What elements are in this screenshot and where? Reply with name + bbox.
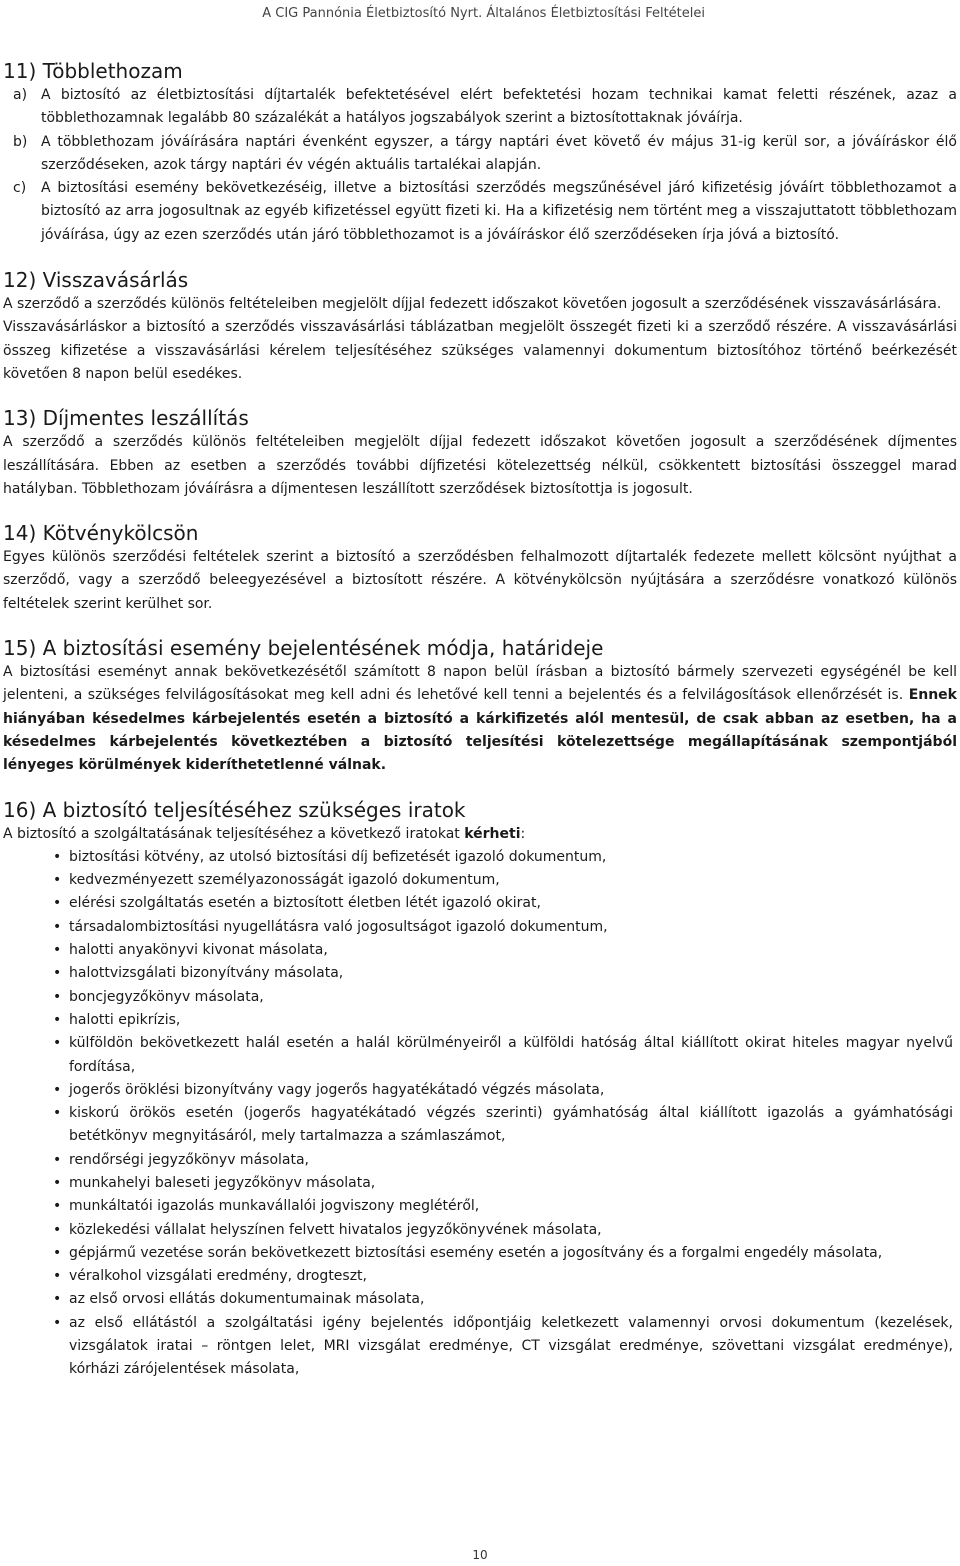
list-item-text: kedvezményezett személyazonosságát igazoló dokumentum, — [69, 872, 500, 889]
page-number: 10 — [472, 1548, 488, 1562]
list-item — [3, 846, 957, 869]
bold-warning: Ennek hiányában késedelmes kárbejelentés esetén a biztosító a kárkifizetés alól mentesül, de csak abban az esetben, ha a késedelmes kárbejelentés következtében a biztosító teljesítési kötelezettsége megállapításának szempontjából lényeges körülmények kideríthetetlenné válnak. — [3, 687, 957, 774]
bullet-icon: • — [53, 965, 62, 982]
running-header: A CIG Pannónia Életbiztosító Nyrt. Általános Életbiztosítási Feltételei — [262, 6, 705, 21]
intro-end: : — [520, 825, 526, 842]
list-item — [3, 939, 957, 962]
section-11 — [3, 58, 957, 247]
bullet-icon: • — [53, 1081, 62, 1098]
bullet-icon: • — [53, 1011, 62, 1028]
section-12-title: 12) Visszavásárlás — [3, 268, 189, 293]
section-14 — [3, 520, 957, 616]
item-letter: b) — [13, 133, 28, 150]
bullet-icon: • — [53, 942, 62, 959]
list-item — [3, 869, 957, 892]
paragraph: Egyes különös szerződési feltételek szerint a biztosító a szerződésben felhalmozott díjtartalék fedezete mellett kölcsönt nyújthat a szerződő, vagy a szerződő beleegyezésével a biztosított részére. A kötvénykölcsön nyújtására a szerződésre vonatkozó különös feltételek szerint kerülhet sor. — [3, 549, 957, 612]
section-14-title: 14) Kötvénykölcsön — [3, 521, 199, 546]
bullet-icon: • — [53, 1174, 62, 1191]
list-item — [3, 916, 957, 939]
list-item-text: rendőrségi jegyzőkönyv másolata, — [69, 1151, 309, 1168]
item-text: A biztosító az életbiztosítási díjtartalék befektetésével elért befektetési hozam technikai kamat feletti részének, azaz a többlethozamnak legalább 80 százalékát a hatályos jogszabályok szerint a biztosítottaknak jóváírja. — [41, 87, 957, 127]
bullet-icon: • — [53, 1105, 62, 1122]
section-11-list — [3, 84, 957, 247]
list-item-text: halotti anyakönyvi kivonat másolata, — [69, 942, 328, 959]
bullet-icon: • — [53, 895, 62, 912]
document-list — [3, 846, 957, 1382]
bullet-icon: • — [53, 1268, 62, 1285]
list-item — [3, 1079, 957, 1102]
bullet-icon: • — [53, 1244, 62, 1261]
section-11-title: 11) Többlethozam — [3, 59, 183, 83]
list-item — [3, 84, 957, 131]
list-item — [3, 1195, 957, 1218]
list-item-text: halottvizsgálati bizonyítvány másolata, — [69, 965, 344, 982]
list-item-text: jogerős öröklési bizonyítvány vagy jogerős hagyatékátadó végzés másolata, — [69, 1081, 605, 1098]
list-item-text: az első ellátástól a szolgáltatási igény bejelentés időpontjáig keletkezett valamennyi orvosi dokumentum (kezelések, vizsgálatok iratai – röntgen lelet, MRI vizsgálat eredménye, CT vizsgálat eredménye, szövettani vizsgálat eredménye), kórházi zárójelentések másolata, — [69, 1314, 953, 1378]
list-item-text: kiskorú örökös esetén (jogerős hagyatékátadó végzés szerinti) gyámhatóság által kiállított igazolás a gyámhatósági betétkönyv megnyitásáról, mely tartalmazza a számlaszámot, — [69, 1105, 953, 1145]
section-13 — [3, 405, 957, 501]
list-item-text: külföldön bekövetkezett halál esetén a halál körülményeiről a külföldi hatóság által kiállított okirat hiteles magyar nyelvű fordítása, — [69, 1035, 953, 1075]
bullet-icon: • — [53, 1035, 62, 1052]
list-item-text: társadalombiztosítási nyugellátásra való jogosultságot igazoló dokumentum, — [69, 918, 608, 935]
list-item-text: az első orvosi ellátás dokumentumainak másolata, — [69, 1291, 425, 1308]
intro-text: A biztosító a szolgáltatásának teljesítéséhez a következő iratokat — [3, 825, 465, 842]
list-item — [3, 1032, 957, 1079]
list-item — [3, 1219, 957, 1242]
list-item — [3, 892, 957, 915]
bullet-icon: • — [53, 1291, 62, 1308]
list-item-text: elérési szolgáltatás esetén a biztosított életben létét igazoló okirat, — [69, 895, 541, 912]
list-item — [3, 962, 957, 985]
list-item-text: boncjegyzőkönyv másolata, — [69, 988, 264, 1005]
paragraph: A szerződő a szerződés különös feltételeiben megjelölt díjjal fedezett időszakot követően jogosult a szerződésének díjmentes leszállítására. Ebben az esetben a szerződés további díjfizetési kötelezettség nélkül, csökkentett biztosítási összeggel marad hatályban. Többlethozam jóváírásra a díjmentesen leszállított szerződések biztosítottja is jogosult. — [3, 434, 957, 497]
bullet-icon: • — [53, 1151, 62, 1168]
list-item — [3, 177, 957, 247]
bullet-icon: • — [53, 848, 62, 865]
list-item — [3, 131, 957, 178]
section-15-title: 15) A biztosítási esemény bejelentésének módja, határideje — [3, 636, 604, 661]
list-item — [3, 1242, 957, 1265]
paragraph: Visszavásárláskor a biztosító a szerződés visszavásárlási táblázatban megjelölt összegét fizeti ki a szerződő részére. A visszavásárlási összeg kifizetése a visszavásárlási kérelem teljesítéséhez szükséges valamennyi dokumentum biztosítóhoz történő beérkezését követően 8 napon belül esedékes. — [3, 319, 957, 382]
section-13-title: 13) Díjmentes leszállítás — [3, 406, 249, 431]
list-item-text: gépjármű vezetése során bekövetkezett biztosítási esemény esetén a jogosítvány és a forgalmi engedély másolata, — [69, 1244, 883, 1261]
paragraph-text: A biztosítási eseményt annak bekövetkezésétől számított 8 napon belül írásban a biztosító bármely szervezeti egységénél be kell jelenteni, a szükséges felvilágosításokat meg kell adni és lehetővé kell tenni a bejelentés és a felvilágosítások ellenőrzését is. — [3, 664, 957, 704]
list-item-text: munkahelyi baleseti jegyzőkönyv másolata, — [69, 1174, 376, 1191]
paragraph: A szerződő a szerződés különös feltételeiben megjelölt díjjal fedezett időszakot követően jogosult a szerződésének visszavásárlására. — [3, 296, 942, 313]
list-item — [3, 1265, 957, 1288]
item-letter: a) — [13, 87, 28, 103]
list-item — [3, 1102, 957, 1149]
bullet-icon: • — [53, 872, 62, 889]
section-15 — [3, 635, 957, 777]
bullet-icon: • — [53, 1314, 62, 1331]
list-item-text: biztosítási kötvény, az utolsó biztosítási díj befizetését igazoló dokumentum, — [69, 848, 607, 865]
bullet-icon: • — [53, 918, 62, 935]
list-item-text: közlekedési vállalat helyszínen felvett hivatalos jegyzőkönyvének másolata, — [69, 1221, 602, 1238]
list-item-text: véralkohol vizsgálati eredmény, drogteszt, — [69, 1268, 367, 1285]
bullet-icon: • — [53, 1198, 62, 1215]
section-16-title: 16) A biztosító teljesítéséhez szükséges iratok — [3, 797, 466, 822]
list-item — [3, 1312, 957, 1382]
document-body — [3, 58, 957, 1401]
intro-bold: kérheti — [464, 825, 521, 842]
list-item — [3, 986, 957, 1009]
intro-paragraph — [3, 823, 957, 846]
item-letter: c) — [13, 180, 27, 197]
section-16 — [3, 797, 957, 1382]
item-text: A többlethozam jóváírására naptári évenként egyszer, a tárgy naptári évet követő év május 31-ig kerül sor, a jóváíráskor élő szerződéseken, azok tárgy naptári év végén aktuális tartalékai alapján. — [41, 133, 957, 173]
paragraph — [3, 661, 957, 777]
list-item-text: munkáltatói igazolás munkavállalói jogviszony meglétéről, — [69, 1198, 480, 1215]
item-text: A biztosítási esemény bekövetkezéséig, illetve a biztosítási szerződés megszűnésével járó kifizetésig jóváírt többlethozamot a biztosító az arra jogosultnak az egyéb kifizetéssel együtt fizeti ki. Ha a kifizetésig nem történt meg a visszajuttatott többlethozam jóváírása, úgy az ezen szerződés után járó többlethozamot is a jóváíráskor élő szerződéseken írja jóvá a biztosító. — [41, 180, 957, 243]
section-12 — [3, 267, 957, 386]
bullet-icon: • — [53, 1221, 62, 1238]
list-item — [3, 1009, 957, 1032]
bullet-icon: • — [53, 988, 62, 1005]
list-item — [3, 1149, 957, 1172]
list-item-text: halotti epikrízis, — [69, 1011, 181, 1028]
list-item — [3, 1172, 957, 1195]
list-item — [3, 1288, 957, 1311]
